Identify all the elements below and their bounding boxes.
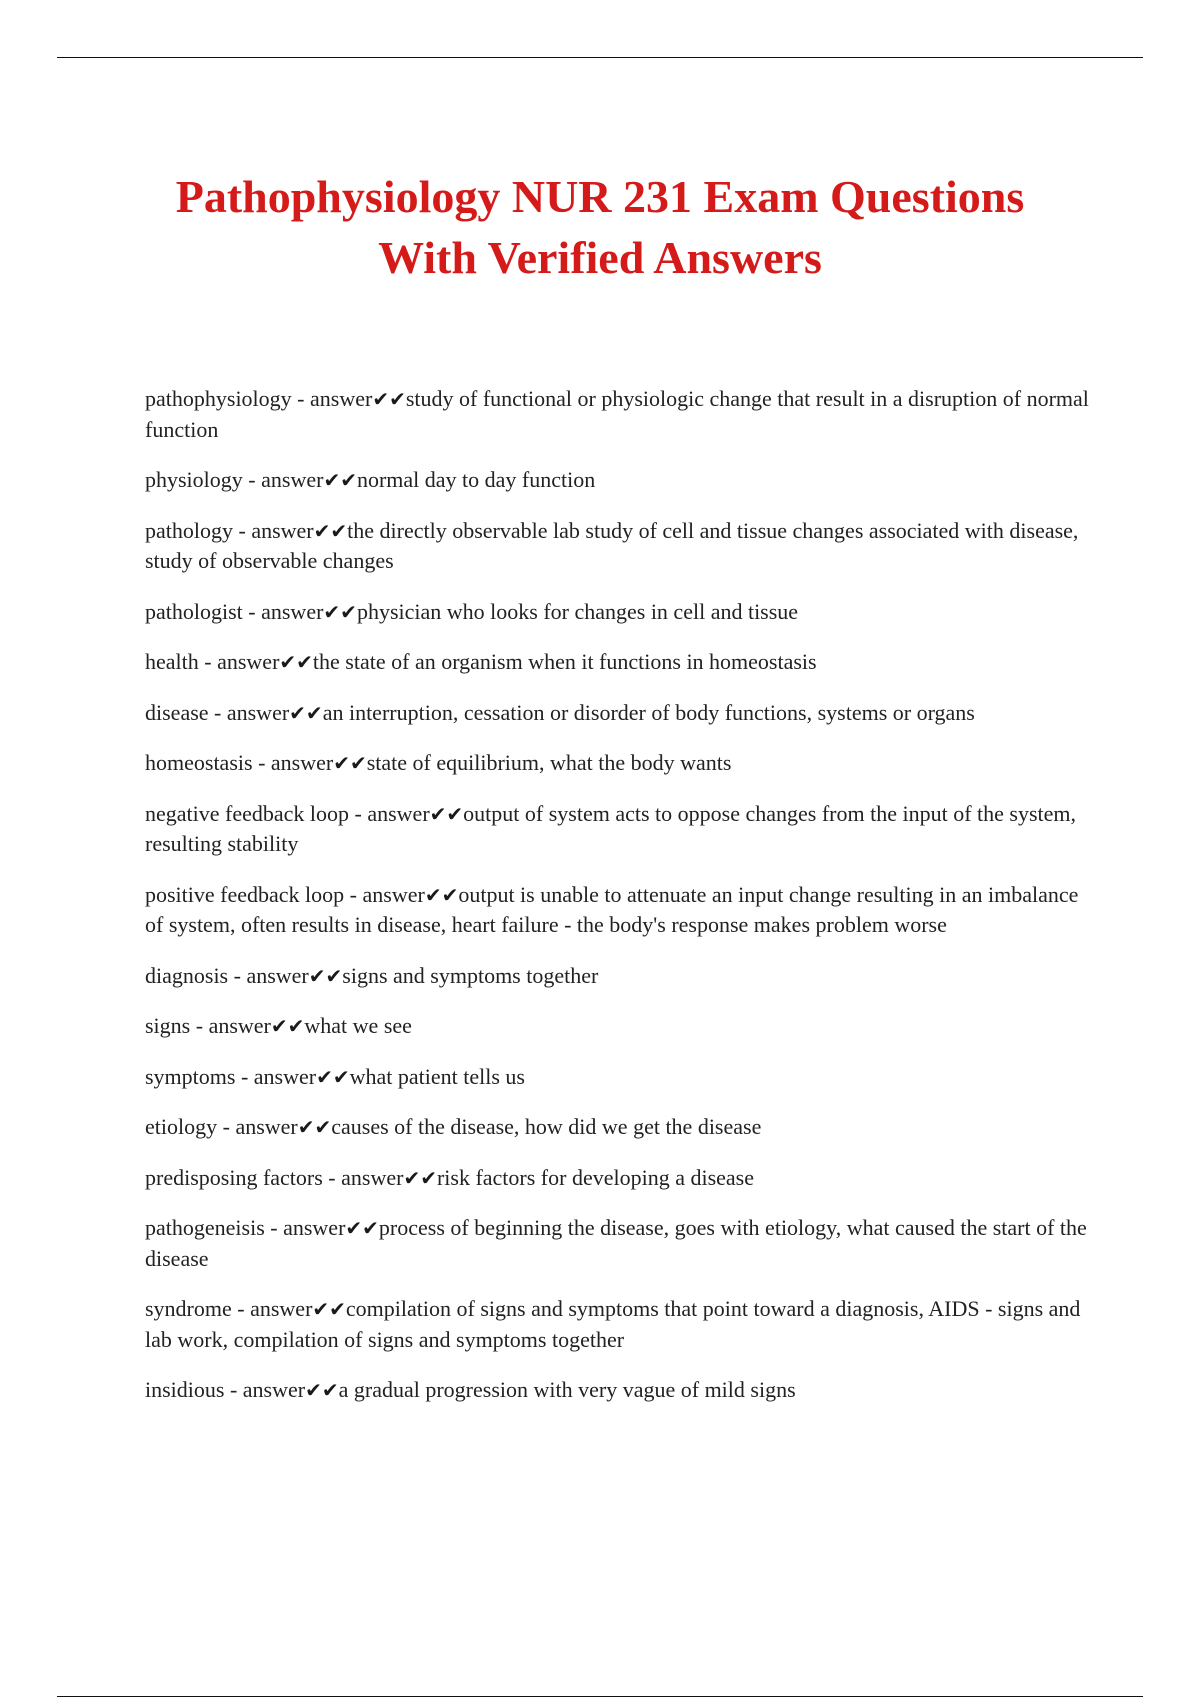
entry-term: disease [145,699,209,725]
answer-label: answer [242,1377,306,1402]
glossary-list [145,384,1090,1426]
answer-label: answer [270,750,334,775]
entry-definition: what patient tells us [349,1063,525,1089]
entry-term: physiology [145,467,243,492]
entry-definition: output is unable to attenuate an input change resulting in an imbalance of system, often results in disease, heart failure - the body's response makes problem worse [145,881,1079,937]
double-check-icon: ✔✔ [424,882,459,907]
entry-term: health [145,649,199,674]
entry-definition: risk factors for developing a disease [436,1164,755,1190]
entry-definition: compilation of signs and symptoms that point toward a diagnosis, AIDS - signs and lab work, compilation of signs and symptoms together [145,1296,1081,1352]
entry-separator: - [208,699,227,725]
glossary-entry [145,1112,1090,1143]
entry-separator: - [190,1013,209,1038]
double-check-icon: ✔✔ [297,1115,332,1139]
answer-label: answer [208,1013,271,1038]
entry-separator: - [228,962,247,988]
entry-definition: signs and symptoms together [342,962,599,988]
answer-label: answer [235,1114,298,1139]
answer-label: answer [283,1215,346,1240]
entry-separator: - [233,517,252,543]
glossary-entry [145,516,1090,577]
title-line-2: With Verified Answers [378,232,822,283]
entry-term: diagnosis [145,962,229,988]
double-check-icon: ✔✔ [323,599,357,624]
answer-label: answer [250,1296,313,1321]
answer-label: answer [261,467,324,492]
bottom-rule [57,1696,1143,1697]
double-check-icon: ✔✔ [429,801,464,826]
glossary-entry [145,961,1090,992]
double-check-icon: ✔✔ [345,1216,379,1240]
entry-separator: - [231,1296,251,1321]
double-check-icon: ✔✔ [308,963,343,988]
glossary-entry [145,1294,1090,1355]
entry-separator: - [349,800,368,826]
entry-definition: physician who looks for changes in cell and tissue [356,598,799,624]
entry-separator: - [235,1063,254,1089]
glossary-entry [145,1375,1090,1406]
entry-definition: normal day to day function [356,467,596,492]
entry-separator: - [224,1377,243,1402]
answer-label: answer [217,649,280,674]
glossary-entry [145,647,1090,678]
entry-term: homeostasis [145,750,253,775]
glossary-entry [145,1011,1090,1042]
entry-separator: - [322,1164,342,1190]
entry-term: insidious [145,1377,225,1402]
glossary-entry [145,748,1090,779]
double-check-icon: ✔✔ [289,700,323,725]
entry-term: pathogeneisis [145,1215,265,1240]
double-check-icon: ✔✔ [305,1378,339,1402]
entry-term: syndrome [145,1296,232,1321]
entry-term: positive feedback loop [145,881,345,907]
entry-separator: - [242,598,262,624]
glossary-entry [145,384,1090,445]
entry-definition: output of system acts to oppose changes from the input of the system, resulting stability [145,800,1077,856]
answer-label: answer [246,962,309,988]
entry-separator: - [242,467,262,492]
entry-separator: - [252,750,271,775]
entry-separator: - [344,881,363,907]
double-check-icon: ✔✔ [279,650,313,674]
entry-term: symptoms [145,1063,236,1089]
glossary-entry [145,799,1090,860]
top-rule [57,57,1143,58]
entry-definition: the state of an organism when it functions in homeostasis [312,649,817,674]
entry-separator: - [291,386,310,411]
entry-definition: causes of the disease, how did we get the disease [331,1114,762,1139]
entry-definition: the directly observable lab study of cell and tissue changes associated with disease, study of observable changes [145,517,1079,573]
title-line-1: Pathophysiology NUR 231 Exam Questions [175,171,1025,222]
answer-label: answer [226,699,290,725]
glossary-entry [145,1213,1090,1274]
answer-label: answer [251,517,314,543]
double-check-icon: ✔✔ [372,387,406,411]
double-check-icon: ✔✔ [313,518,348,543]
entry-separator: - [264,1215,284,1240]
entry-term: pathologist [145,598,243,624]
glossary-entry [145,597,1090,628]
double-check-icon: ✔✔ [333,751,367,775]
answer-label: answer [341,1164,404,1190]
entry-term: etiology [145,1114,218,1139]
answer-label: answer [310,386,373,411]
glossary-entry [145,698,1090,729]
glossary-entry [145,465,1090,496]
entry-separator: - [217,1114,236,1139]
double-check-icon: ✔✔ [316,1064,350,1089]
entry-term: signs [145,1013,191,1038]
entry-definition: state of equilibrium, what the body wants [366,750,732,775]
entry-term: pathophysiology [145,386,292,411]
answer-label: answer [362,881,425,907]
entry-definition: a gradual progression with very vague of mild signs [338,1377,796,1402]
entry-definition: an interruption, cessation or disorder of body functions, systems or organs [322,699,975,725]
answer-label: answer [261,598,324,624]
answer-label: answer [253,1063,317,1089]
answer-label: answer [367,800,430,826]
entry-definition: what we see [304,1013,412,1038]
glossary-entry [145,1163,1090,1194]
entry-definition: study of functional or physiologic change that result in a disruption of normal function [145,386,1089,442]
glossary-entry [145,1062,1090,1093]
entry-term: pathology [145,517,233,543]
document-title [100,166,1100,288]
entry-definition: process of beginning the disease, goes with etiology, what caused the start of the disease [145,1215,1087,1271]
entry-term: negative feedback loop [145,800,350,826]
double-check-icon: ✔✔ [312,1297,346,1321]
entry-separator: - [198,649,218,674]
double-check-icon: ✔✔ [270,1014,305,1038]
double-check-icon: ✔✔ [323,468,357,492]
double-check-icon: ✔✔ [403,1165,437,1190]
entry-term: predisposing factors [145,1164,323,1190]
glossary-entry [145,880,1090,941]
